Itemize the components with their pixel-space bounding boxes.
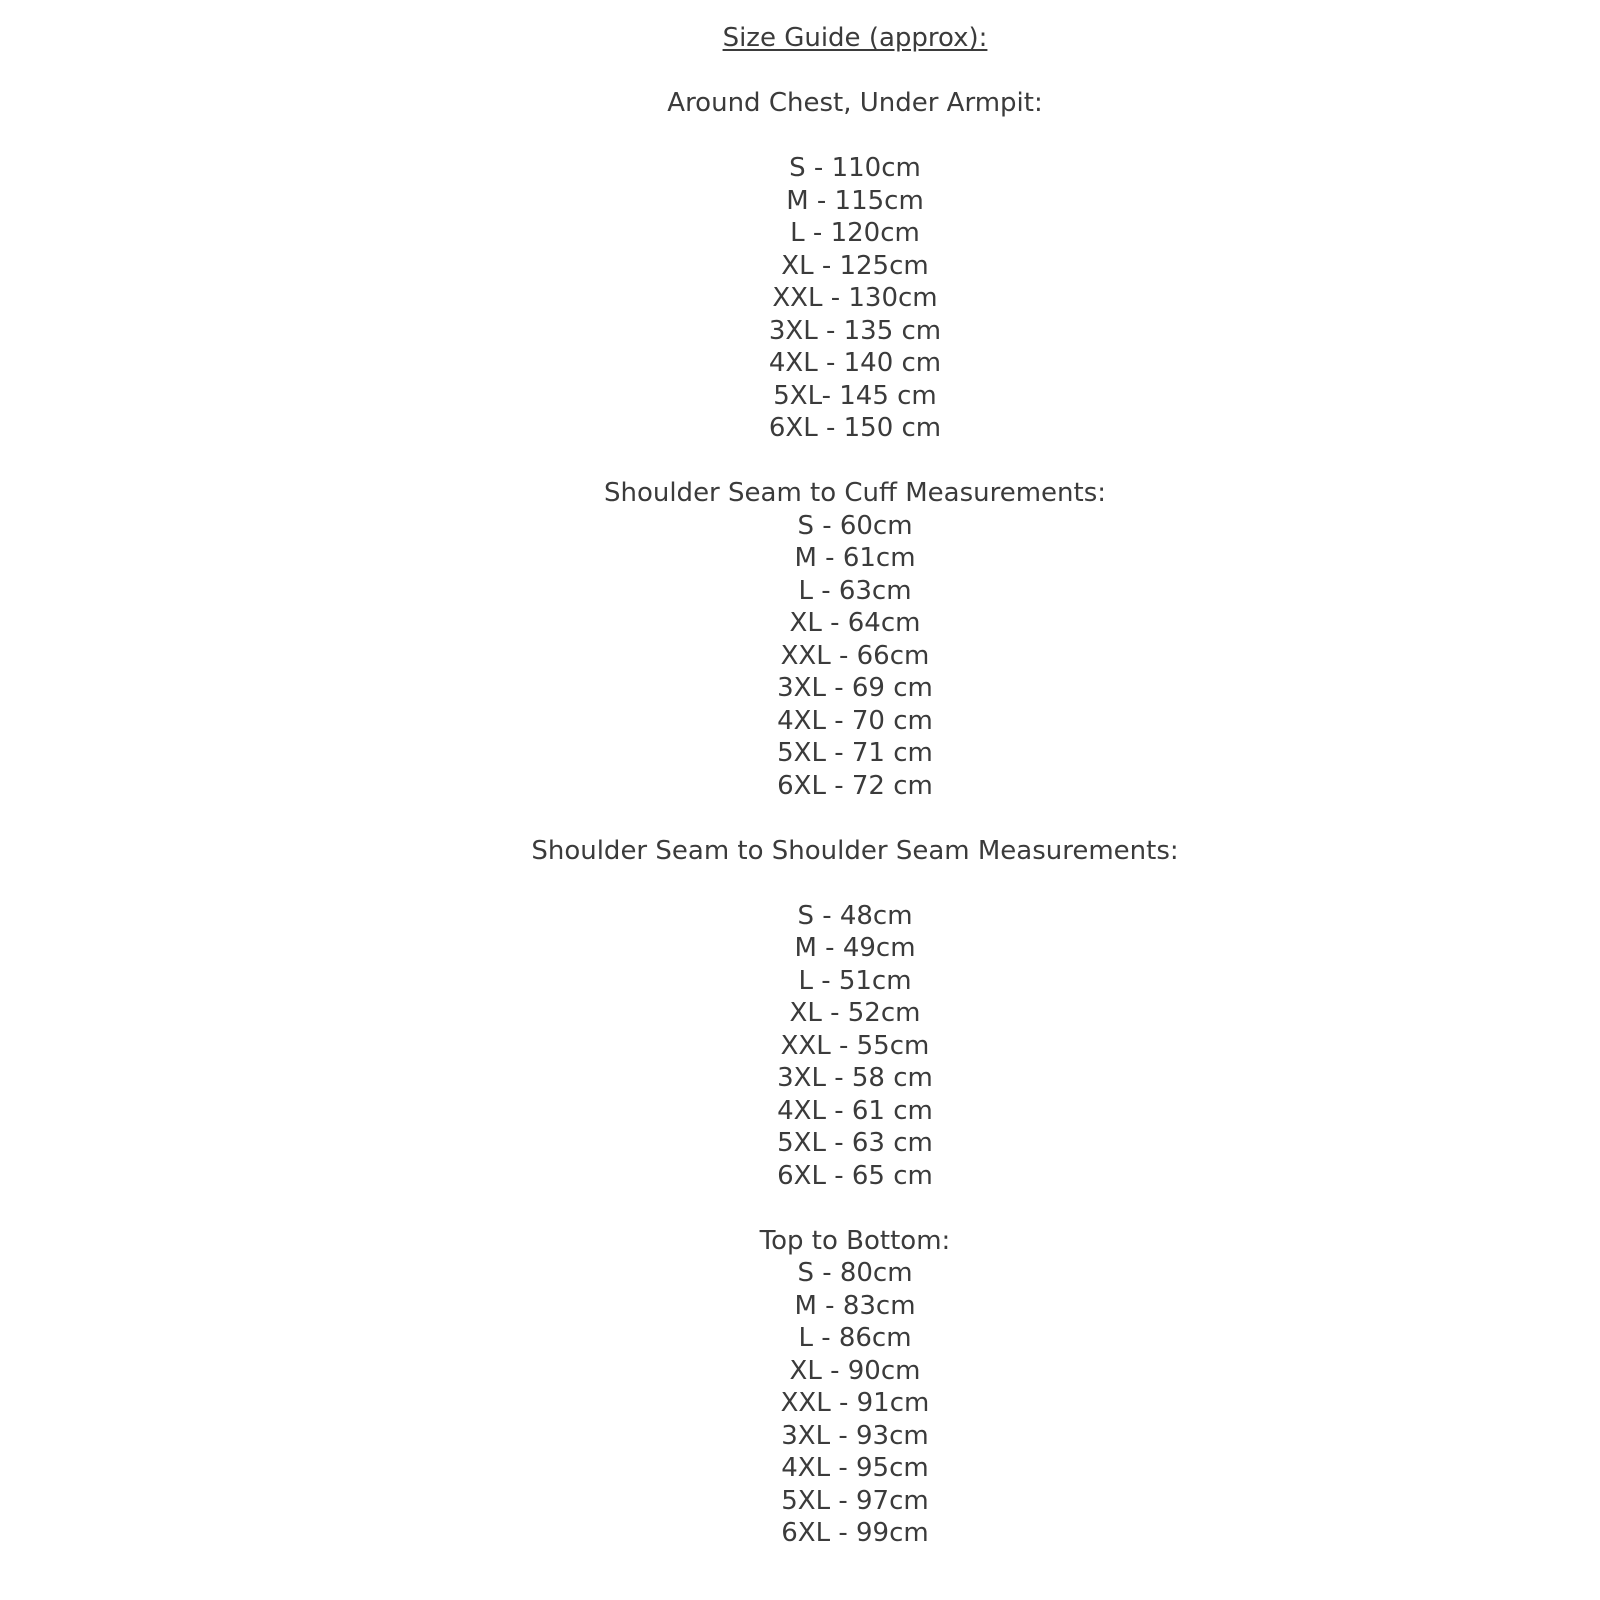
size-row: M - 115cm [786, 185, 924, 216]
size-row: M - 83cm [794, 1290, 916, 1321]
size-row: 4XL - 70 cm [777, 705, 933, 736]
size-row: 3XL - 69 cm [777, 673, 933, 703]
size-row: 3XL - 93cm [781, 1420, 929, 1451]
size-row: 5XL - 63 cm [777, 1128, 933, 1158]
size-row: S - 80cm [797, 1258, 913, 1288]
size-row: XXL - 130cm [772, 283, 938, 313]
size-row: L - 51cm [798, 965, 912, 996]
size-row: 6XL - 150 cm [768, 413, 942, 443]
size-row: 4XL - 95cm [781, 1453, 929, 1483]
size-row: 5XL - 71 cm [777, 738, 933, 768]
size-row: 3XL - 135 cm [768, 315, 942, 346]
size-row: L - 86cm [798, 1323, 912, 1353]
size-row: L - 63cm [798, 575, 912, 606]
size-row: 5XL- 145 cm [773, 380, 937, 411]
section-shoulder-to-cuff [110, 477, 1600, 802]
size-row: 6XL - 65 cm [777, 1160, 933, 1191]
size-row: XL - 90cm [789, 1355, 921, 1386]
size-row: 5XL - 97cm [781, 1485, 929, 1516]
section-heading: Shoulder Seam to Shoulder Seam Measurements: [531, 835, 1179, 866]
section-top-to-bottom [110, 1225, 1600, 1550]
size-row: S - 60cm [797, 510, 913, 541]
size-row: M - 61cm [794, 543, 916, 573]
page-title: Size Guide (approx): [722, 23, 988, 53]
size-row: XL - 64cm [789, 608, 921, 638]
size-row: L - 120cm [790, 218, 920, 248]
section-heading: Shoulder Seam to Cuff Measurements: [603, 478, 1107, 508]
size-row: XXL - 66cm [780, 640, 930, 671]
size-row: XL - 125cm [781, 250, 929, 281]
size-row: XL - 52cm [789, 998, 921, 1028]
size-row: 6XL - 99cm [781, 1518, 929, 1548]
section-around-chest [110, 87, 1600, 445]
size-row: S - 110cm [789, 153, 921, 183]
size-row: S - 48cm [797, 900, 913, 931]
size-row: 6XL - 72 cm [777, 770, 933, 801]
size-row: 3XL - 58 cm [777, 1063, 933, 1093]
size-row: 4XL - 140 cm [768, 348, 942, 378]
size-row: XXL - 55cm [780, 1030, 930, 1061]
size-row: XXL - 91cm [780, 1388, 930, 1418]
section-heading: Top to Bottom: [759, 1225, 951, 1256]
section-shoulder-to-shoulder [110, 835, 1600, 1193]
section-heading: Around Chest, Under Armpit: [667, 88, 1043, 118]
size-row: 4XL - 61 cm [777, 1095, 933, 1126]
size-row: M - 49cm [794, 933, 916, 963]
